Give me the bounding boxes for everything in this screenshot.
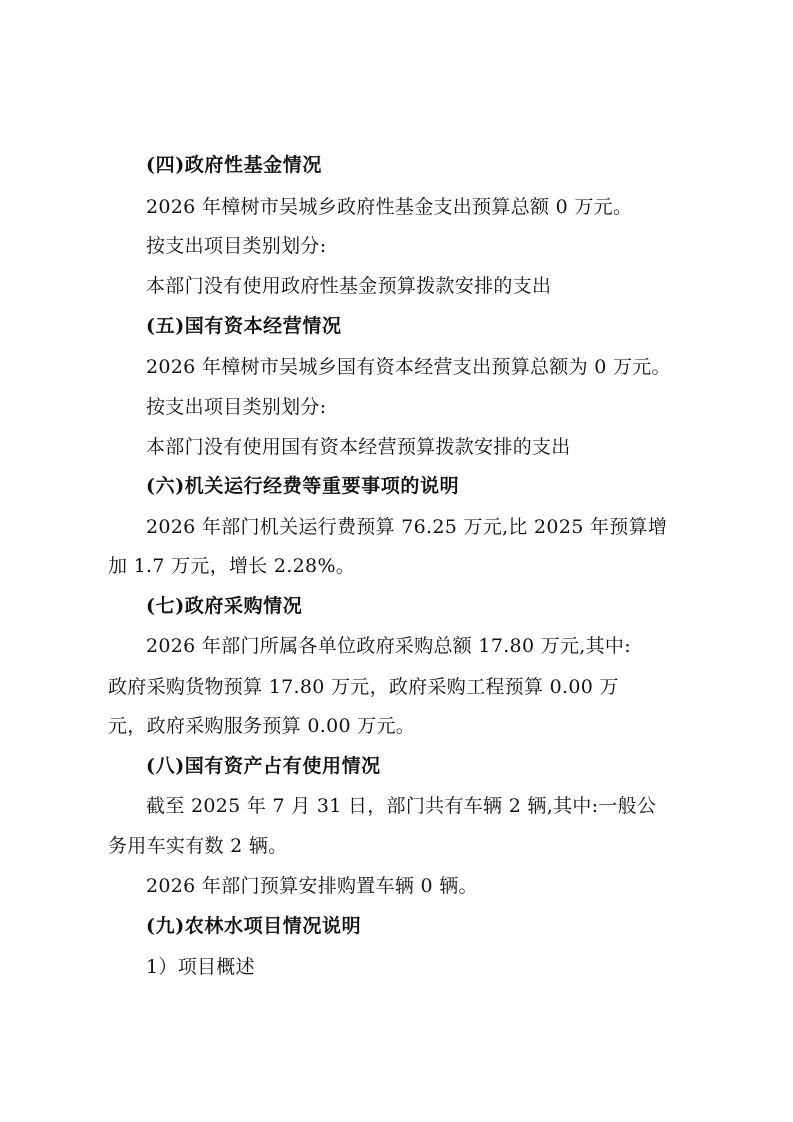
- paragraph-line: 本部门没有使用国有资本经营预算拨款安排的支出: [146, 436, 571, 458]
- section-heading: (七)政府采购情况: [146, 595, 303, 617]
- section-heading: (六)机关运行经费等重要事项的说明: [146, 475, 460, 497]
- paragraph-line: 本部门没有使用政府性基金预算拨款安排的支出: [146, 275, 552, 297]
- section-heading: (四)政府性基金情况: [146, 154, 322, 176]
- paragraph-line: 政府采购货物预算 17.80 万元，政府采购工程预算 0.00 万: [108, 676, 619, 698]
- paragraph-line: 2026 年部门预算安排购置车辆 0 辆。: [146, 875, 478, 897]
- paragraph-line: 加 1.7 万元，增长 2.28%。: [108, 555, 356, 577]
- paragraph-line: 2026 年樟树市吴城乡国有资本经营支出预算总额为 0 万元。: [146, 356, 671, 378]
- paragraph-line: 2026 年部门所属各单位政府采购总额 17.80 万元,其中:: [146, 635, 631, 657]
- paragraph-line: 2026 年部门机关运行费预算 76.25 万元,比 2025 年预算增: [146, 516, 668, 538]
- section-heading: (八)国有资产占有使用情况: [146, 755, 381, 777]
- paragraph-line: 截至 2025 年 7 月 31 日，部门共有车辆 2 辆,其中:一般公: [146, 795, 657, 817]
- paragraph-line: 务用车实有数 2 辆。: [108, 835, 288, 857]
- paragraph-line: 元，政府采购服务预算 0.00 万元。: [108, 715, 416, 737]
- section-heading: (五)国有资本经营情况: [146, 315, 342, 337]
- paragraph-line: 按支出项目类别划分:: [146, 235, 327, 257]
- paragraph-line: 1）项目概述: [146, 956, 255, 978]
- paragraph-line: 按支出项目类别划分:: [146, 396, 327, 418]
- section-heading: (九)农林水项目情况说明: [146, 915, 362, 937]
- paragraph-line: 2026 年樟树市吴城乡政府性基金支出预算总额 0 万元。: [146, 196, 633, 218]
